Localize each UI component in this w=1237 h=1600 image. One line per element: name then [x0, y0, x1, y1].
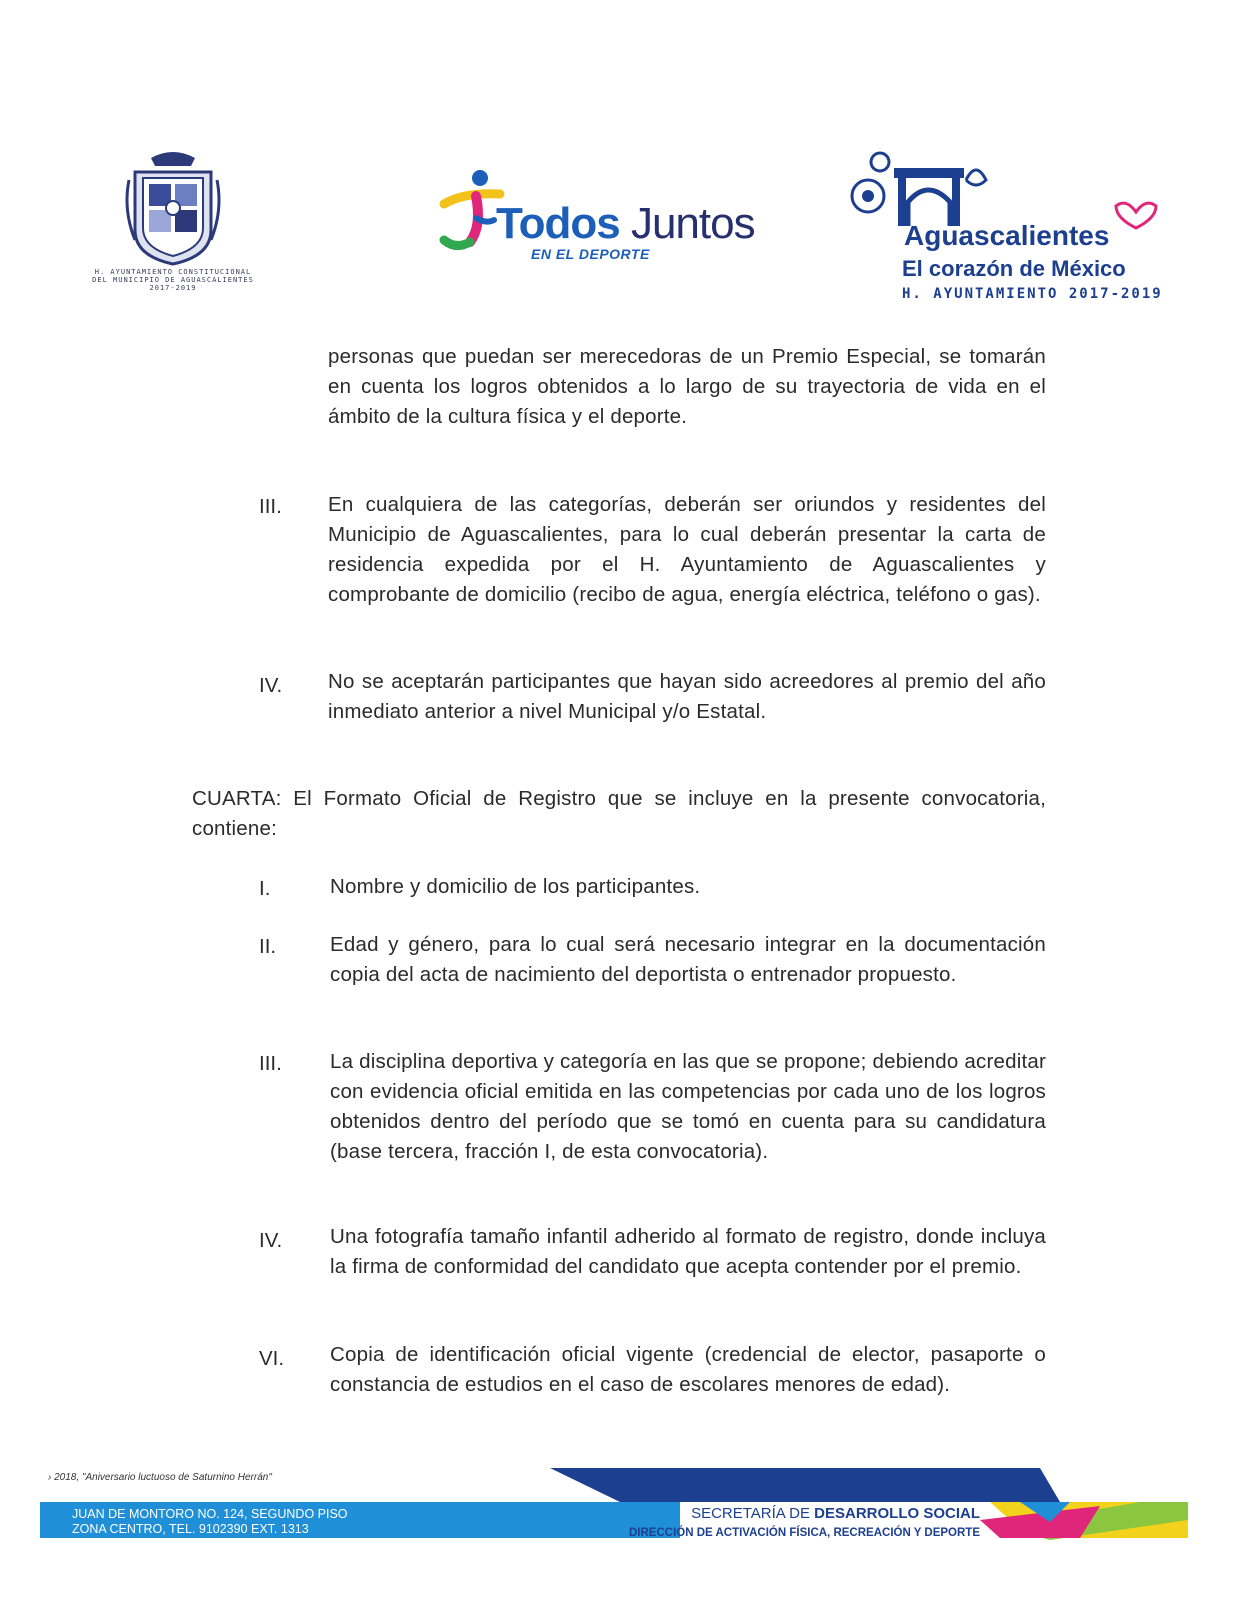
aguascalientes-logo: [846, 150, 1166, 310]
item-text-iii-top: En cualquiera de las categorías, deberán ser oriundos y residentes del Municipio de Aguascalientes, para lo cual deberán presentar la carta de residencia expedida por el H. Ayuntamiento de Aguascalientes y comprobante de domicilio (recibo de agua, energía eléctrica, teléfono o gas).: [328, 493, 1046, 606]
secretaria-bold: DESARROLLO SOCIAL: [814, 1505, 980, 1522]
corazon-de-mexico-slogan: El corazón de México: [902, 256, 1126, 281]
item-text-iii: La disciplina deportiva y categoría en las que se propone; debiendo acreditar con evidencia oficial emitida en las competencias por cada uno de los logros obtenidos dentro del período que se tomó en cuenta para su candidatura (base tercera, fracción I, de esta convocatoria).: [330, 1050, 1046, 1163]
secretaria-prefix: SECRETARÍA DE: [691, 1505, 815, 1522]
direccion-label: DIRECCIÓN DE ACTIVACIÓN FÍSICA, RECREACIÓN Y DEPORTE: [629, 1527, 980, 1539]
seal-caption-line-3: 2017-2019: [149, 284, 197, 292]
footer-address: [72, 1507, 348, 1537]
footer-motto: › 2018, "Aniversario luctuoso de Saturnino Herrán": [48, 1472, 272, 1483]
address-line-2: ZONA CENTRO, TEL. 9102390 EXT. 1313: [72, 1522, 309, 1536]
item-number-iii: III.: [259, 1052, 282, 1075]
item-number-vi: VI.: [259, 1347, 285, 1370]
aguascalientes-name: Aguascalientes: [904, 220, 1110, 251]
item-number-iii-top: III.: [259, 495, 282, 518]
todos-word: Todos: [496, 199, 620, 248]
item-number-iv-top: IV.: [259, 674, 283, 697]
cuarta-paragraph: CUARTA: El Formato Oficial de Registro que se incluye en la presente convocatoria, contiene:: [192, 787, 1046, 840]
municipal-seal-logo: [88, 150, 258, 310]
address-line-1: JUAN DE MONTORO NO. 124, SEGUNDO PISO: [72, 1507, 348, 1521]
arch-and-flowers-icon: [846, 150, 1166, 230]
coat-of-arms-icon: [125, 150, 221, 268]
item-number-iv: IV.: [259, 1229, 283, 1252]
seal-caption-line-1: H. AYUNTAMIENTO CONSTITUCIONAL: [94, 268, 252, 276]
item-text-iv-top: No se aceptarán participantes que hayan sido acreedores al premio del año inmediato anterior a nivel Municipal y/o Estatal.: [328, 670, 1046, 723]
continuation-paragraph: personas que puedan ser merecedoras de un Premio Especial, se tomarán en cuenta los logros obtenidos a lo largo de su trayectoria de vida en el ámbito de la cultura física y el deporte.: [328, 345, 1046, 428]
item-number-i: I.: [259, 877, 271, 900]
secretaria-label: [620, 1505, 980, 1522]
seal-caption-line-2: DEL MUNICIPIO DE AGUASCALIENTES: [92, 276, 254, 284]
item-text-iv: Una fotografía tamaño infantil adherido al formato de registro, donde incluya la firma de conformidad del candidato que acepta contender por el premio.: [330, 1225, 1046, 1278]
en-el-deporte-tagline: EN EL DEPORTE: [531, 246, 650, 262]
item-text-i: Nombre y domicilio de los participantes.: [330, 875, 701, 898]
juntos-word: Juntos: [630, 199, 755, 248]
todos-juntos-logo: [436, 168, 755, 278]
item-text-ii: Edad y género, para lo cual será necesario integrar en la documentación copia del acta de nacimiento del deportista o entrenador propuesto.: [330, 933, 1046, 986]
todos-juntos-wordmark: [496, 200, 755, 248]
item-text-vi: Copia de identificación oficial vigente (credencial de elector, pasaporte o constancia de estudios en el caso de escolares menores de edad).: [330, 1343, 1046, 1396]
ayuntamiento-term: H. AYUNTAMIENTO 2017-2019: [902, 286, 1163, 302]
item-number-ii: II.: [259, 935, 277, 958]
